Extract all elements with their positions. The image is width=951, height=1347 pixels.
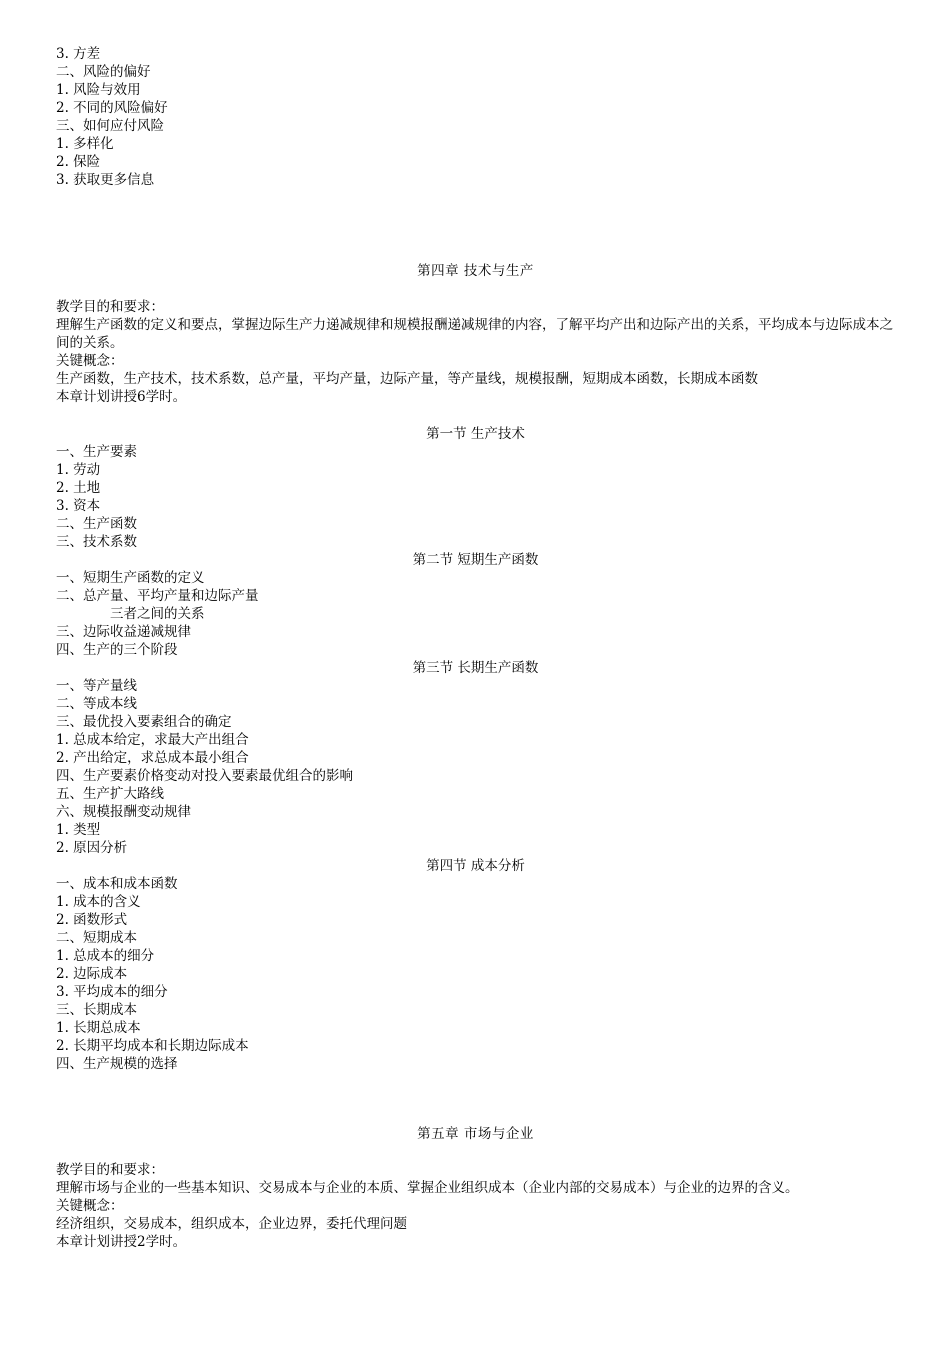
concepts-text: 经济组织，交易成本，组织成本，企业边界，委托代理问题: [56, 1216, 407, 1232]
goal-label: 教学目的和要求：: [56, 1162, 164, 1178]
section-title: 第三节 长期生产函数: [412, 660, 539, 676]
outline-item: 2. 保险: [56, 154, 101, 170]
concepts-label: 关键概念：: [56, 353, 124, 369]
section-title: 第一节 生产技术: [426, 426, 525, 442]
hours-text: 本章计划讲授2学时。: [56, 1234, 187, 1250]
outline-item: 1. 多样化: [56, 136, 114, 152]
outline-item: 三、技术系数: [56, 534, 137, 550]
outline-item: 四、生产规模的选择: [56, 1056, 178, 1072]
outline-item: 3. 平均成本的细分: [56, 984, 168, 1000]
outline-item: 1. 劳动: [56, 462, 101, 478]
outline-item: 一、等产量线: [56, 678, 137, 694]
outline-item: 3. 资本: [56, 498, 101, 514]
outline-item: 2. 产出给定，求总成本最小组合: [56, 750, 249, 766]
outline-item: 三者之间的关系: [110, 606, 205, 622]
outline-item: 三、长期成本: [56, 1002, 137, 1018]
goal-label: 教学目的和要求：: [56, 299, 164, 315]
outline-item: 二、总产量、平均产量和边际产量: [56, 588, 259, 604]
outline-item: 四、生产的三个阶段: [56, 642, 178, 658]
chapter-4-intro: [56, 298, 895, 406]
chapter-4-title: [56, 262, 895, 280]
section-title: 第四节 成本分析: [426, 858, 525, 874]
outline-item: 一、短期生产函数的定义: [56, 570, 205, 586]
section-title: 第二节 短期生产函数: [412, 552, 539, 568]
chapter-title: 第五章 市场与企业: [417, 1126, 534, 1142]
outline-item: 四、生产要素价格变动对投入要素最优组合的影响: [56, 768, 353, 784]
chapter-title: 第四章 技术与生产: [417, 263, 534, 279]
outline-item: 2. 土地: [56, 480, 101, 496]
outline-item: 3. 方差: [56, 46, 101, 62]
goal-text: 理解市场与企业的一些基本知识、交易成本与企业的本质、掌握企业组织成本（企业内部的交易成本）与企业的边界的含义。: [56, 1180, 799, 1196]
outline-item: 六、规模报酬变动规律: [56, 804, 191, 820]
outline-item: 3. 获取更多信息: [56, 172, 155, 188]
goal-text: 理解生产函数的定义和要点，掌握边际生产力递减规律和规模报酬递减规律的内容，了解平均产出和边际产出的关系，平均成本与边际成本之间的关系。: [56, 317, 893, 351]
outline-item: 2. 边际成本: [56, 966, 128, 982]
outline-item: 三、最优投入要素组合的确定: [56, 714, 232, 730]
outline-item: 1. 成本的含义: [56, 894, 141, 910]
outline-item: 二、短期成本: [56, 930, 137, 946]
chapter-5-title: [56, 1125, 895, 1143]
outline-item: 2. 原因分析: [56, 840, 128, 856]
outline-item: 1. 风险与效用: [56, 82, 141, 98]
outline-item: 2. 长期平均成本和长期边际成本: [56, 1038, 249, 1054]
outline-item: 一、生产要素: [56, 444, 137, 460]
outline-item: 1. 类型: [56, 822, 101, 838]
section-1: [56, 425, 895, 1073]
outline-item: 二、生产函数: [56, 516, 137, 532]
chapter-5-intro: [56, 1161, 895, 1251]
outline-item: 五、生产扩大路线: [56, 786, 164, 802]
outline-item: 2. 不同的风险偏好: [56, 100, 168, 116]
outline-item: 三、边际收益递减规律: [56, 624, 191, 640]
hours-text: 本章计划讲授6学时。: [56, 389, 187, 405]
outline-item: 1. 总成本给定，求最大产出组合: [56, 732, 249, 748]
outline-item: 三、如何应付风险: [56, 118, 164, 134]
outline-item: 1. 长期总成本: [56, 1020, 141, 1036]
outline-item: 一、成本和成本函数: [56, 876, 178, 892]
previous-chapter-outline: [56, 45, 895, 189]
outline-item: 1. 总成本的细分: [56, 948, 155, 964]
outline-item: 2. 函数形式: [56, 912, 128, 928]
outline-item: 二、等成本线: [56, 696, 137, 712]
concepts-text: 生产函数，生产技术，技术系数，总产量，平均产量，边际产量，等产量线，规模报酬，短期成本函数，长期成本函数: [56, 371, 758, 387]
concepts-label: 关键概念：: [56, 1198, 124, 1214]
outline-item: 二、风险的偏好: [56, 64, 151, 80]
